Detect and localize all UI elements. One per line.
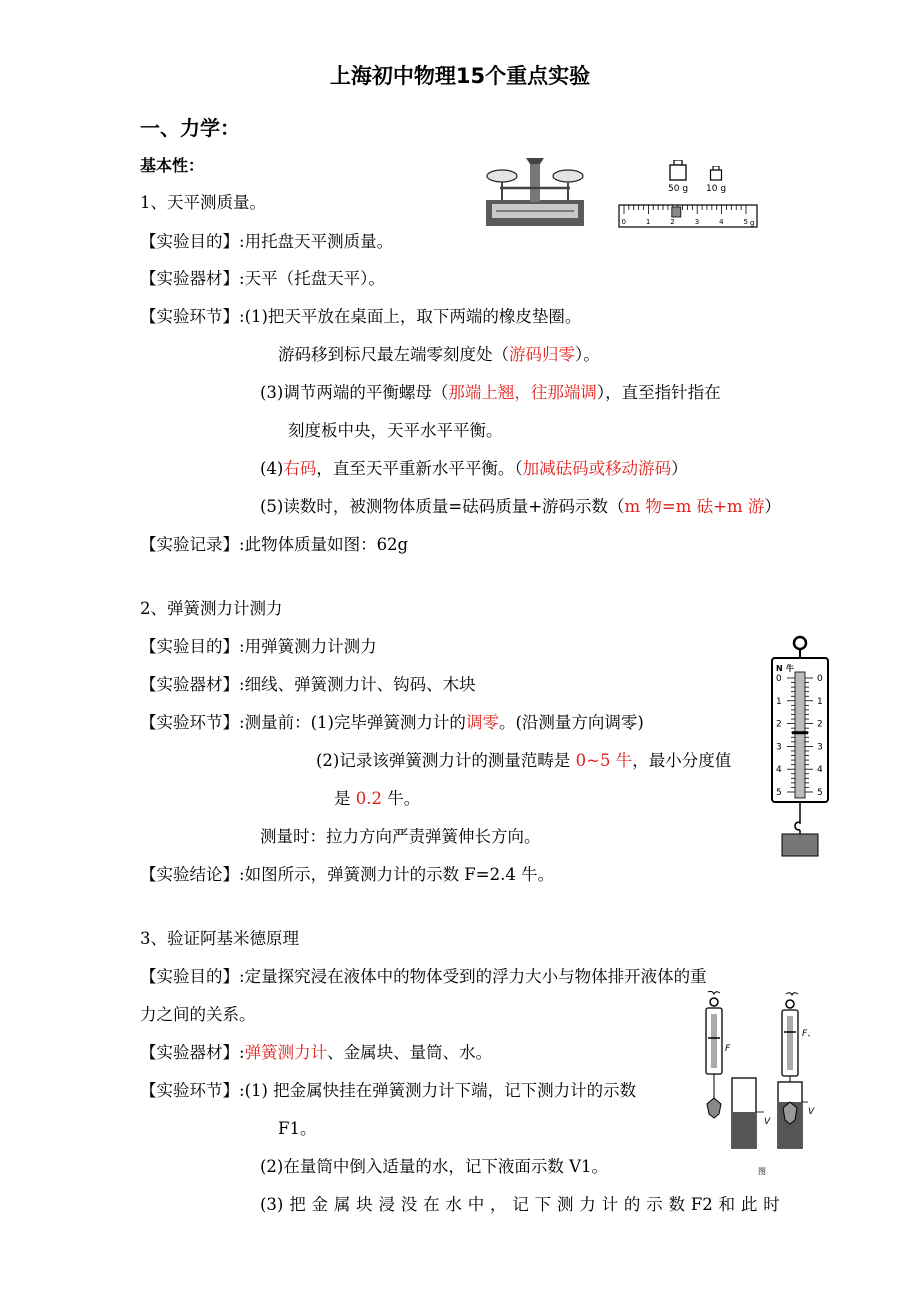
exp3-heading: 3、验证阿基米德原理 <box>140 929 299 948</box>
text: ）。 <box>575 345 600 364</box>
scale-ring-right <box>786 1000 794 1008</box>
exp2-conclusion <box>140 864 554 886</box>
exp2-step-min-division <box>334 788 420 810</box>
spring-scale-unit: N <box>776 664 783 673</box>
force-label-f2: F、 <box>802 1029 817 1039</box>
step3-char: 记 <box>512 1195 529 1214</box>
exp1-step2 <box>278 344 600 366</box>
weights-ruler-figure <box>618 154 778 232</box>
hand-icon-left <box>708 991 720 994</box>
ruler-unit-label: g <box>750 219 755 227</box>
highlight: m 物=m 砝+m 游 <box>624 497 765 516</box>
step3-char: 测 <box>556 1195 574 1214</box>
text: ，直至天平重新水平平衡。（ <box>316 459 523 478</box>
exp2-purpose <box>140 636 377 658</box>
value: 细线、弹簧测力计、钩码、木块 <box>244 675 476 694</box>
step3-char: F2 <box>690 1195 713 1214</box>
value: 、金属块、量筒、水。 <box>327 1043 493 1062</box>
scale-tube-right <box>787 1016 793 1070</box>
metal-block-left <box>707 1098 721 1118</box>
ruler-tick-label: 3 <box>694 218 700 226</box>
step3-char: 力 <box>579 1195 596 1214</box>
highlight: 0.2 <box>355 789 382 808</box>
text: 。(沿测量方向调零) <box>498 713 644 732</box>
label: 【实验目的】: <box>140 967 245 986</box>
text: ），直至指针指在 <box>596 383 721 402</box>
label: 【实验器材】: <box>140 269 245 288</box>
exp1-record <box>140 534 408 556</box>
step3-char: 和 <box>718 1195 736 1214</box>
step3-char: 计 <box>601 1195 619 1214</box>
weight-10g-label: 10 g <box>706 184 727 194</box>
step3-char: 没 <box>400 1195 418 1214</box>
spring-tick-label-right: 5 <box>817 788 823 798</box>
weight-50g-icon <box>668 160 688 182</box>
ruler-tick-label: 5 <box>743 218 748 226</box>
volume-label-v1: V <box>764 1117 771 1127</box>
value: 定量探究浸在液体中的物体受到的浮力大小与物体排开液体的重 <box>244 967 707 986</box>
scale-ring-left <box>710 998 718 1006</box>
ruler-rider <box>672 207 681 217</box>
highlight: 那端上翘，往那端调 <box>448 383 597 402</box>
exp3-step2: (2)在量筒中倒入适量的水，记下液面示数 V1。 <box>260 1157 609 1176</box>
step3-char: 在 <box>423 1195 440 1214</box>
step3-char: (3) <box>260 1195 284 1214</box>
subsection-basic: 基本性： <box>140 156 205 175</box>
text: 测量前：(1)完毕弹簧测力计的 <box>244 713 466 732</box>
balance-ruler <box>618 204 758 228</box>
exp1-step4 <box>260 458 688 480</box>
exp3-purpose-cont: 力之间的关系。 <box>140 1005 256 1024</box>
step3-char: 的 <box>623 1195 641 1214</box>
label: 【实验记录】: <box>140 535 245 554</box>
exp1-step1 <box>140 306 581 328</box>
text: ，最小分度值 <box>632 751 732 770</box>
spring-scale-ring-icon <box>794 637 806 649</box>
spring-scale-unit-cn: 牛 <box>786 664 794 673</box>
label: 【实验结论】: <box>140 865 245 884</box>
archimedes-figure <box>690 990 830 1180</box>
step3-char: 中 <box>467 1195 485 1214</box>
balance-figure <box>482 154 590 230</box>
exp3-purpose <box>140 966 707 988</box>
label: 【实验环节】: <box>140 307 245 326</box>
water-left <box>733 1112 755 1147</box>
text: ） <box>764 497 781 516</box>
spring-tick-label-left: 5 <box>776 788 782 798</box>
label: 【实验目的】: <box>140 637 245 656</box>
label: 【实验环节】: <box>140 713 245 732</box>
text: 牛。 <box>382 789 421 808</box>
value: 用弹簧测力计测力 <box>244 637 377 656</box>
text: 游码移到标尺最左端零刻度处（ <box>278 345 509 364</box>
exp2-step-during: 测量时：拉力方向严责弹簧伸长方向。 <box>260 827 541 846</box>
value: 用托盘天平测质量。 <box>244 232 394 251</box>
exp2-step-range <box>316 750 731 772</box>
step3-char: 把 <box>289 1195 306 1214</box>
step3-char: 此 <box>740 1195 758 1214</box>
spring-tick-label-left: 0 <box>776 674 782 684</box>
step3-char: 浸 <box>378 1195 395 1214</box>
exp1-heading: 1、天平测质量。 <box>140 193 266 212</box>
highlight: 0~5 牛 <box>575 751 633 770</box>
exp1-step3-cont: 刻度板中央，天平水平平衡。 <box>288 421 503 440</box>
ruler-tick-label: 2 <box>670 218 675 226</box>
spring-tick-label-left: 3 <box>776 742 782 753</box>
exp3-step1 <box>140 1080 636 1102</box>
label: 【实验器材】: <box>140 675 245 694</box>
force-label-f: F <box>725 1044 731 1054</box>
step3-char: 数 <box>668 1195 685 1214</box>
text: (5)读数时，被测物体质量=砝码质量+游码示数（ <box>260 497 625 516</box>
exp1-step5 <box>260 496 781 518</box>
value: 如图所示，弹簧测力计的示数 F=2.4 牛。 <box>244 865 555 884</box>
exp1-equipment <box>140 268 385 290</box>
step3-char: 时 <box>763 1195 780 1214</box>
weight-10g-icon <box>709 166 723 182</box>
hanging-block <box>782 834 818 856</box>
exp1-step3 <box>260 382 721 404</box>
page-title: 上海初中物理15个重点实验 <box>329 64 591 88</box>
text: 是 <box>334 789 356 808</box>
value: (1) 把金属快挂在弹簧测力计下端，记下测力计的示数 <box>244 1081 637 1100</box>
step3-char: 下 <box>534 1195 552 1214</box>
exp2-heading: 2、弹簧测力计测力 <box>140 599 283 618</box>
text: ） <box>671 459 688 478</box>
volume-label-v2: V <box>808 1107 815 1117</box>
balance-pillar <box>530 160 540 202</box>
exp3-step1-cont: F1。 <box>278 1119 317 1138</box>
spring-tick-label-right: 3 <box>817 742 823 753</box>
step3-char: 属 <box>333 1195 351 1214</box>
value: 天平（托盘天平）。 <box>244 269 385 288</box>
label: 【实验目的】: <box>140 232 245 251</box>
highlight: 游码归零 <box>509 345 575 364</box>
exp2-equipment <box>140 674 476 696</box>
ruler-tick-label: 0 <box>621 218 626 226</box>
exp3-equipment <box>140 1042 492 1064</box>
left-pan <box>487 170 517 182</box>
ruler-tick-label: 4 <box>719 218 724 226</box>
spring-tick-label-right: 2 <box>817 719 823 730</box>
text: (4) <box>260 459 284 478</box>
highlight: 调零 <box>465 713 499 732</box>
ruler-tick-label: 1 <box>645 218 651 226</box>
balance-top <box>526 158 544 164</box>
spring-scale-pointer <box>792 731 808 734</box>
figure-caption: 图 <box>758 1167 766 1176</box>
exp3-step3 <box>260 1194 780 1216</box>
spring-scale-figure <box>762 634 838 858</box>
weight-50g-label: 50 g <box>668 184 689 194</box>
section-heading-mechanics: 一、力学： <box>140 116 240 140</box>
spring-tick-label-right: 0 <box>817 674 823 684</box>
spring-tick-label-left: 1 <box>776 696 782 707</box>
text: (2)记录该弹簧测力计的测量范畴是 <box>316 751 576 770</box>
scale-tube-left <box>711 1014 717 1068</box>
label: 【实验器材】: <box>140 1043 245 1062</box>
exp1-purpose <box>140 231 393 253</box>
value: (1)把天平放在桌面上，取下两端的橡皮垫圈。 <box>244 307 582 326</box>
step3-char: 块 <box>356 1195 373 1214</box>
spring-tick-label-left: 4 <box>776 765 782 776</box>
right-pan <box>553 170 583 182</box>
step3-char: ， <box>490 1195 507 1214</box>
spring-tick-label-left: 2 <box>776 719 782 730</box>
exp2-step-before <box>140 712 644 734</box>
hand-icon-right <box>786 993 798 995</box>
spring-tick-label-right: 1 <box>817 696 823 707</box>
highlight: 右码 <box>283 459 317 478</box>
step3-char: 水 <box>445 1195 462 1214</box>
text: (3)调节两端的平衡螺母（ <box>260 383 449 402</box>
highlight: 加减砝码或移动游码 <box>522 459 672 478</box>
label: 【实验环节】: <box>140 1081 245 1100</box>
spring-tick-label-right: 4 <box>817 765 823 776</box>
highlight: 弹簧测力计 <box>244 1043 328 1062</box>
step3-char: 金 <box>311 1195 328 1214</box>
spring-scale-tube <box>795 672 805 798</box>
step3-char: 示 <box>646 1195 663 1214</box>
value: 此物体质量如图：62g <box>244 535 409 554</box>
